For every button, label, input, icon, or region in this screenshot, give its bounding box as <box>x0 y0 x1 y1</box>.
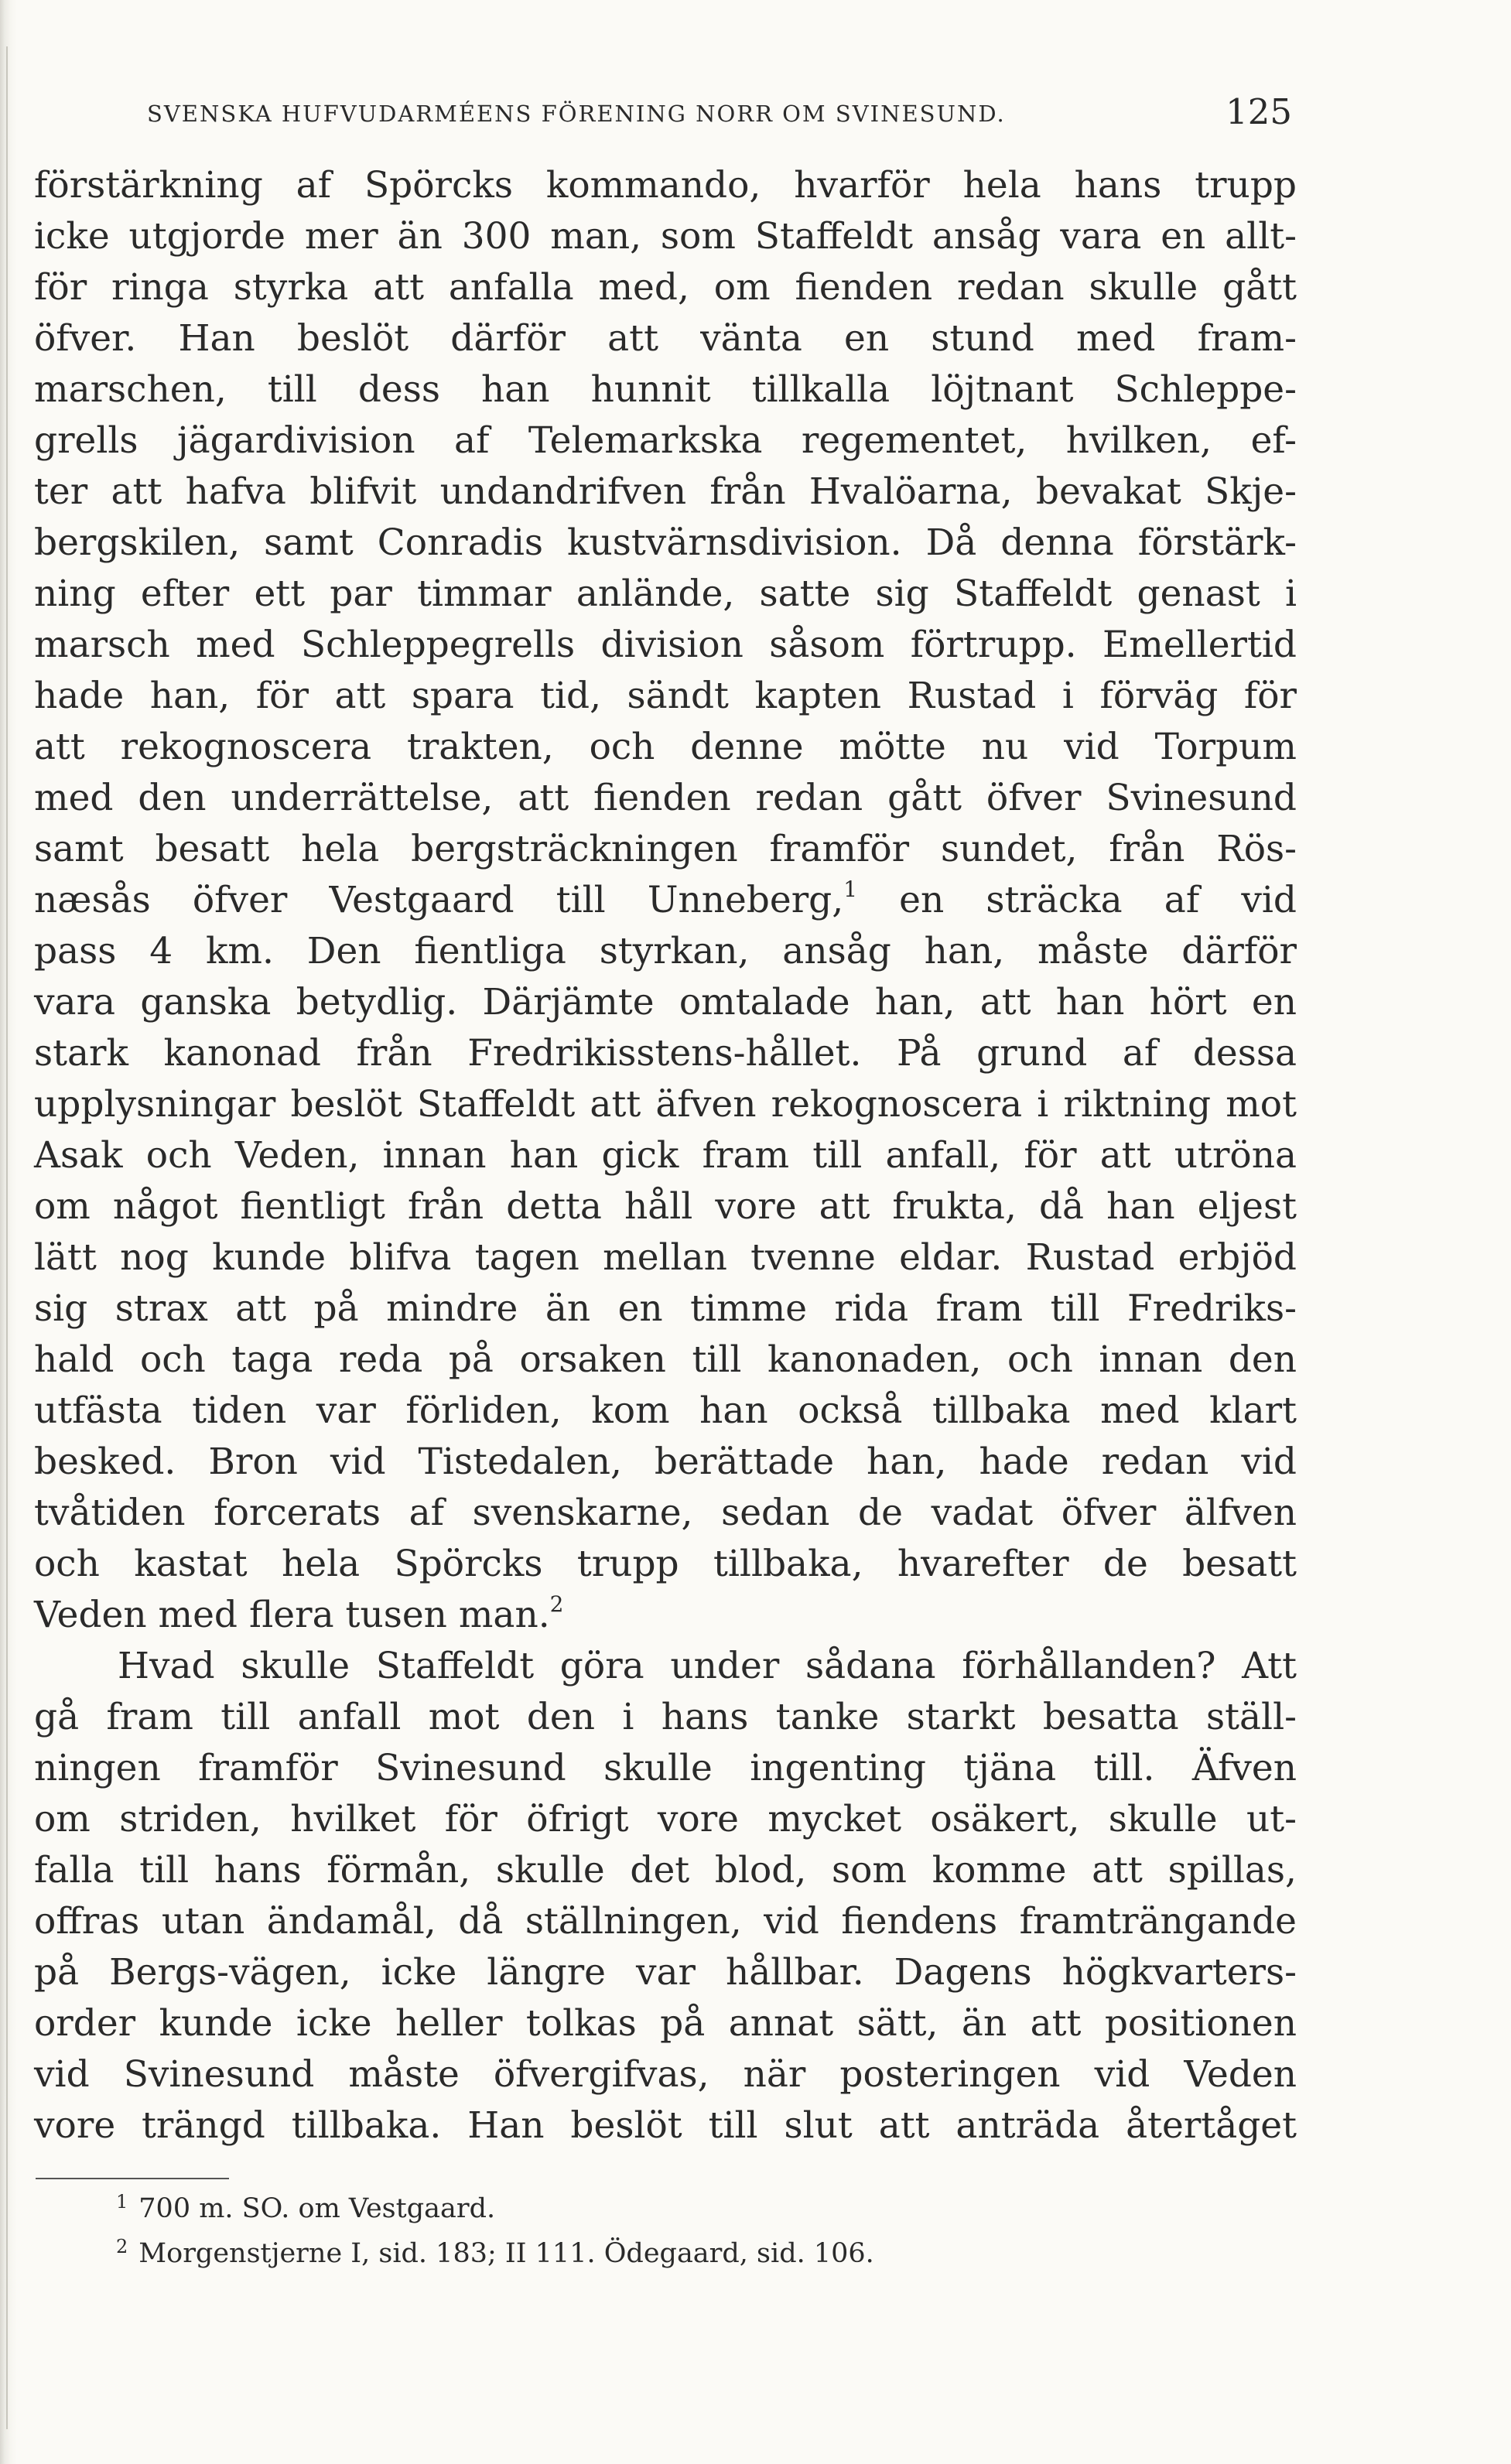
running-head <box>147 91 1292 138</box>
text-line: om striden, hvilket för öfrigt vore mycket osäkert, skulle ut- <box>34 1798 1297 1840</box>
footnote-divider <box>36 2178 229 2179</box>
text-line: Hvad skulle Staffeldt göra under sådana förhållanden? Att <box>118 1645 1297 1687</box>
footnote-text: Morgenstjerne I, sid. 183; II 111. Ödegaard, sid. 106. <box>138 2238 874 2269</box>
text-line: ningen framför Svinesund skulle ingenting tjäna till. Äfven <box>34 1747 1297 1789</box>
footnote-ref-2[interactable]: 2 <box>549 1591 564 1617</box>
body-text <box>34 160 1297 2151</box>
text-line: grells jägardivision af Telemarkska regementet, hvilken, ef- <box>34 419 1297 462</box>
text-line: för ringa styrka att anfalla med, om fienden redan skulle gått <box>34 266 1297 309</box>
text-line: samt besatt hela bergsträckningen framför sundet, från Rös- <box>34 828 1297 870</box>
text-line: hald och taga reda på orsaken till kanonaden, och innan den <box>34 1338 1297 1381</box>
text-segment: næsås öfver Vestgaard till Unneberg, <box>34 879 844 921</box>
footnote-2 <box>116 2231 1122 2276</box>
page-gutter-line <box>6 46 8 2429</box>
text-line: offras utan ändamål, då ställningen, vid fiendens framträngande <box>34 1900 1297 1943</box>
text-line: tvåtiden forcerats af svenskarne, sedan de vadat öfver älfven <box>34 1492 1297 1534</box>
text-line: ning efter ett par timmar anlände, satte sig Staffeldt genast i <box>34 572 1297 615</box>
text-line: Asak och Veden, innan han gick fram till anfall, för att utröna <box>34 1134 1297 1177</box>
running-title: SVENSKA HUFVUDARMÉENS FÖRENING NORR OM SVINESUND. <box>147 101 1006 127</box>
text-line: och kastat hela Spörcks trupp tillbaka, hvarefter de besatt <box>34 1543 1297 1585</box>
text-line: bergskilen, samt Conradis kustvärnsdivision. Då denna förstärk- <box>34 521 1297 564</box>
text-line-with-footnote-ref <box>34 875 1297 926</box>
text-line: icke utgjorde mer än 300 man, som Staffeldt ansåg vara en allt- <box>34 215 1297 258</box>
footnote-marker: 2 <box>116 2236 128 2257</box>
text-line: förstärkning af Spörcks kommando, hvarför hela hans trupp <box>34 164 1297 207</box>
text-line: marschen, till dess han hunnit tillkalla löjtnant Schleppe- <box>34 368 1297 411</box>
text-line: att rekognoscera trakten, och denne mötte nu vid Torpum <box>34 726 1297 768</box>
text-line: ter att hafva blifvit undandrifven från Hvalöarna, bevakat Skje- <box>34 470 1297 513</box>
footnote-ref-1[interactable]: 1 <box>843 877 858 902</box>
text-line: sig strax att på mindre än en timme rida fram till Fredriks- <box>34 1287 1297 1330</box>
footnote-text: 700 m. SO. om Vestgaard. <box>138 2193 496 2224</box>
text-line-with-footnote-ref <box>34 1590 1297 1641</box>
text-line: order kunde icke heller tolkas på annat sätt, än att positionen <box>34 2002 1297 2045</box>
footnote-marker: 1 <box>116 2191 128 2213</box>
paragraph-2 <box>34 1641 1297 2151</box>
text-line: på Bergs-vägen, icke längre var hållbar. Dagens högkvarters- <box>34 1951 1297 1994</box>
text-line: utfästa tiden var förliden, kom han också tillbaka med klart <box>34 1389 1297 1432</box>
footnotes <box>116 2186 1122 2276</box>
page-edge-shadow <box>0 0 17 2464</box>
footnote-1 <box>116 2186 1122 2231</box>
text-line: med den underrättelse, att fienden redan gått öfver Svinesund <box>34 777 1297 819</box>
paragraph-1 <box>34 160 1297 1641</box>
text-segment: Veden med flera tusen man. <box>34 1594 550 1636</box>
text-segment: en sträcka af vid <box>857 879 1297 921</box>
text-line: vid Svinesund måste öfvergifvas, när posteringen vid Veden <box>34 2053 1297 2096</box>
text-line: hade han, för att spara tid, sändt kapten Rustad i förväg för <box>34 675 1297 717</box>
text-line: stark kanonad från Fredrikisstens-hållet. På grund af dessa <box>34 1032 1297 1075</box>
text-line: lätt nog kunde blifva tagen mellan tvenne eldar. Rustad erbjöd <box>34 1236 1297 1279</box>
text-line: vara ganska betydlig. Därjämte omtalade han, att han hört en <box>34 981 1297 1024</box>
text-line: falla till hans förmån, skulle det blod, som komme att spillas, <box>34 1849 1297 1892</box>
text-line: marsch med Schleppegrells division såsom förtrupp. Emellertid <box>34 624 1297 666</box>
text-line: öfver. Han beslöt därför att vänta en stund med fram- <box>34 317 1297 360</box>
page-number: 125 <box>1226 91 1292 132</box>
text-line: besked. Bron vid Tistedalen, berättade han, hade redan vid <box>34 1440 1297 1483</box>
text-line: vore trängd tillbaka. Han beslöt till slut att anträda återtåget <box>34 2104 1297 2147</box>
text-line: pass 4 km. Den fientliga styrkan, ansåg han, måste därför <box>34 930 1297 972</box>
text-line: gå fram till anfall mot den i hans tanke starkt besatta ställ- <box>34 1696 1297 1738</box>
text-line: upplysningar beslöt Staffeldt att äfven rekognoscera i riktning mot <box>34 1083 1297 1126</box>
text-line: om något fientligt från detta håll vore att frukta, då han eljest <box>34 1185 1297 1228</box>
